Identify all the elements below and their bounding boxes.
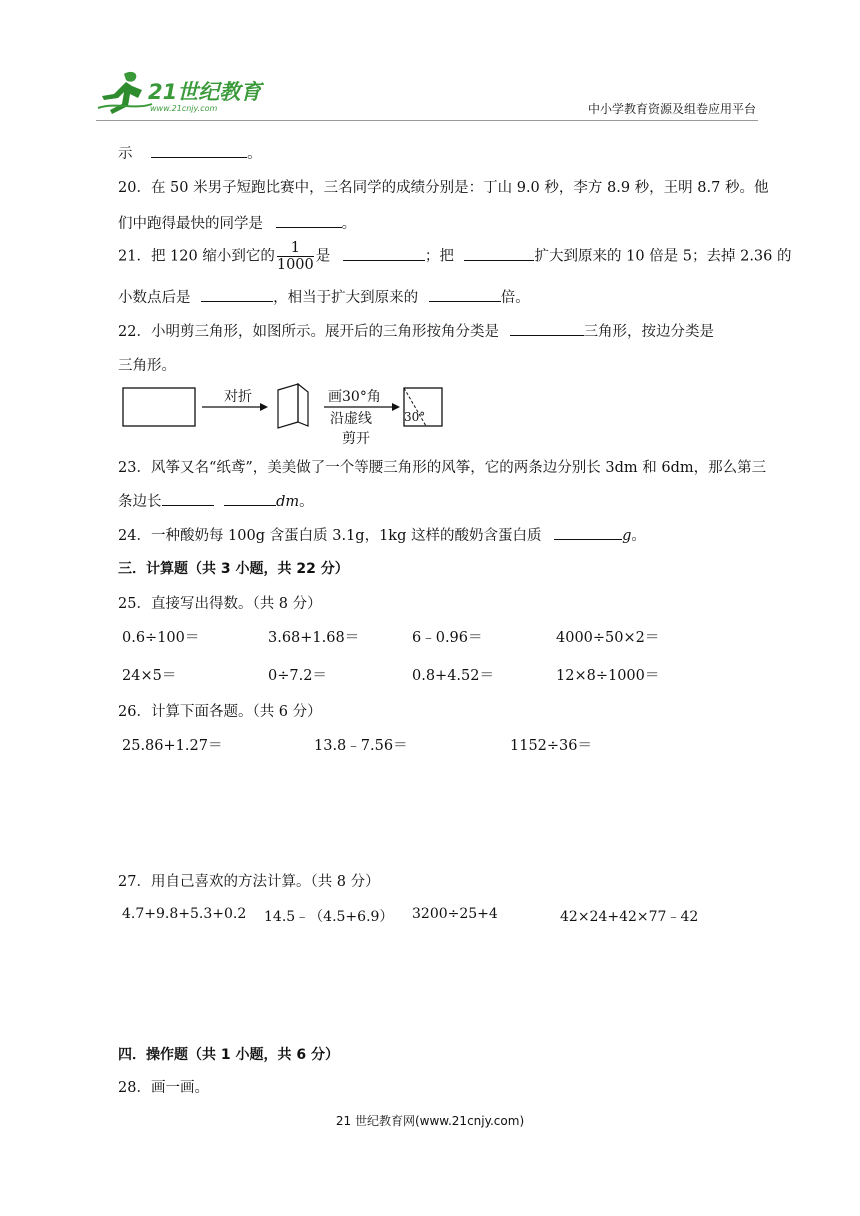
- q20-line1: 20．在 50 米男子短跑比赛中，三名同学的成绩分别是：丁山 9.0 秒，李方 8.9 秒，王明 8.7 秒。他: [118, 180, 769, 196]
- q25-item: 24×5＝: [122, 668, 177, 684]
- q25-item: 4000÷50×2＝: [556, 630, 660, 646]
- q19-prefix: 示: [118, 146, 133, 162]
- logo-url: www.21cnjy.com: [150, 104, 218, 113]
- q21-text6: ，相当于扩大到原来的: [273, 290, 419, 306]
- q21-blank-3[interactable]: [201, 287, 273, 302]
- q22-text2: 三角形，按边分类是: [583, 324, 715, 340]
- q22-line2: 三角形。: [118, 358, 176, 374]
- logo: [96, 68, 266, 118]
- q20-suffix: 。: [341, 216, 357, 232]
- fig-label-fold: 对折: [224, 389, 252, 405]
- logo-text: 21世纪教育: [148, 80, 262, 104]
- q23-line1: 23．风筝又名“纸鸢”，美美做了一个等腰三角形的风筝，它的两条边分别长 3dm 和 6dm，那么第三: [118, 460, 767, 476]
- fraction: [277, 240, 314, 273]
- header-rule: [96, 120, 758, 121]
- fraction-denominator: 1000: [276, 257, 314, 273]
- fig-label-along: 沿虚线: [330, 411, 372, 427]
- q27-title: 27．用自己喜欢的方法计算。（共 8 分）: [118, 874, 380, 890]
- q24-blank[interactable]: [554, 525, 622, 540]
- q25-item: 3.68+1.68＝: [268, 630, 360, 646]
- q25-item: 6﹣0.96＝: [412, 630, 483, 646]
- q21-blank-2[interactable]: [464, 246, 534, 261]
- section-4-heading: 四．操作题（共 1 小题，共 6 分）: [118, 1047, 339, 1063]
- q25-title: 25．直接写出得数。（共 8 分）: [118, 596, 322, 612]
- fraction-numerator: 1: [277, 240, 314, 257]
- q25-item: 12×8÷1000＝: [556, 668, 660, 684]
- page-footer: 21 世纪教育网(www.21cnjy.com): [335, 1114, 525, 1128]
- q28-title: 28．画一画。: [118, 1080, 209, 1096]
- q23-blank-1[interactable]: [162, 491, 214, 506]
- fig-angle-label: 30°: [404, 410, 426, 424]
- q20-answer-blank[interactable]: [276, 213, 342, 228]
- q23-blank-2[interactable]: [224, 491, 276, 506]
- q23-line2: [118, 490, 314, 511]
- fold-diagram-icon: [120, 382, 450, 450]
- q20-line2: [118, 212, 356, 233]
- q26-item: 25.86+1.27＝: [122, 738, 223, 754]
- q25-item: 0÷7.2＝: [268, 668, 327, 684]
- q25-item: 0.8+4.52＝: [412, 668, 494, 684]
- q22-text1: 22．小明剪三角形，如图所示。展开后的三角形按角分类是: [118, 324, 499, 340]
- q19-tail: [118, 142, 262, 163]
- section-3-heading: 三．计算题（共 3 小题，共 22 分）: [118, 561, 349, 577]
- q27-item: 4.7+9.8+5.3+0.2: [122, 906, 247, 922]
- q21-blank-4[interactable]: [429, 287, 501, 302]
- q23-text1: 条边长: [118, 494, 162, 510]
- q26-item: 13.8﹣7.56＝: [314, 738, 408, 754]
- q23-unit: dm: [276, 494, 300, 510]
- q26-title: 26．计算下面各题。（共 6 分）: [118, 704, 322, 720]
- q27-item: 14.5﹣（4.5+6.9）: [264, 909, 394, 925]
- q22-line1: [118, 320, 714, 341]
- q21-blank-1[interactable]: [343, 246, 425, 261]
- q24-line: [118, 524, 646, 545]
- q27-item: 42×24+42×77﹣42: [560, 909, 699, 925]
- q21-line2: [118, 286, 530, 307]
- q19-suffix: 。: [247, 146, 262, 162]
- q24-unit: g: [622, 528, 632, 544]
- q26-item: 1152÷36＝: [510, 738, 593, 754]
- q21-text5: 小数点后是: [118, 290, 191, 306]
- q21-text1: 21．把 120 缩小到它的: [118, 248, 275, 265]
- fold-cut-figure: [120, 382, 450, 450]
- q22-blank-1[interactable]: [510, 321, 584, 336]
- q19-answer-blank[interactable]: [151, 143, 247, 158]
- fig-label-draw: 画30°角: [328, 389, 381, 405]
- q21-text7: 倍。: [500, 290, 530, 306]
- q21-line1: [118, 240, 792, 273]
- q23-suffix: 。: [299, 494, 314, 510]
- q21-text3: ；把: [424, 248, 454, 265]
- q20-prefix: 们中跑得最快的同学是: [118, 216, 263, 232]
- q24-suffix: 。: [631, 528, 646, 544]
- q24-text: 24．一种酸奶每 100g 含蛋白质 3.1g，1kg 这样的酸奶含蛋白质: [118, 528, 542, 544]
- fig-label-cut: 剪开: [342, 431, 370, 447]
- q21-text4: 扩大到原来的 10 倍是 5；去掉 2.36 的: [534, 248, 792, 265]
- header-right-text: 中小学教育资源及组卷应用平台: [587, 102, 756, 116]
- q27-item: 3200÷25+4: [412, 906, 498, 922]
- q21-text2: 是: [315, 248, 331, 265]
- q25-item: 0.6÷100＝: [122, 630, 200, 646]
